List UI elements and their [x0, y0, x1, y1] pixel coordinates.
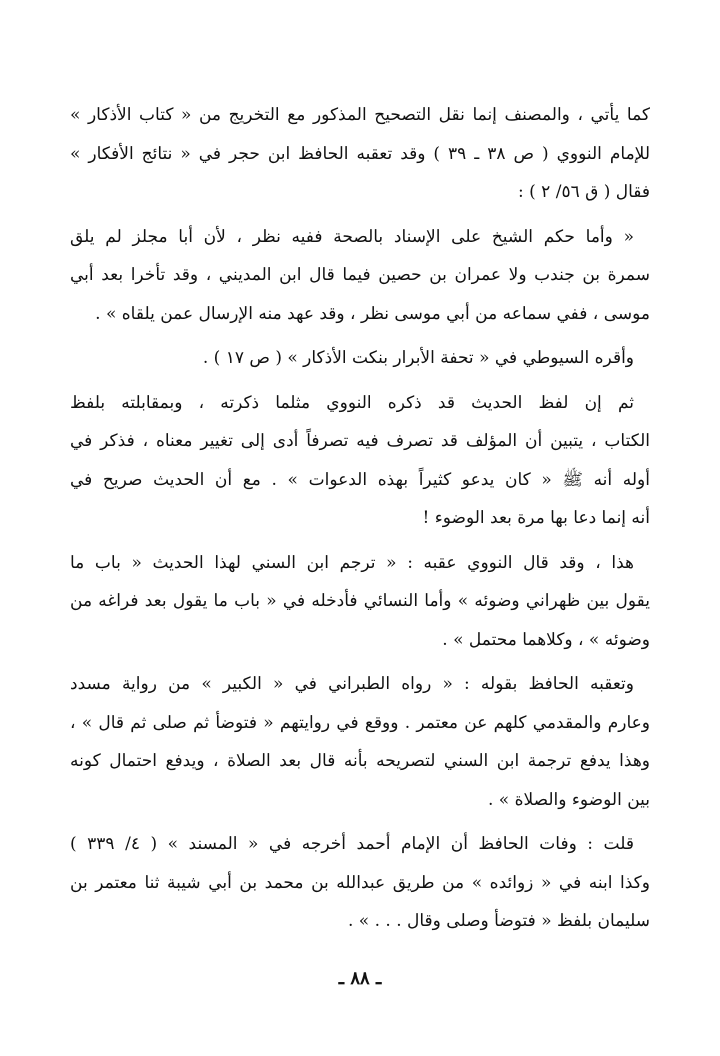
paragraph-1	[70, 96, 650, 212]
page-number: ـ ٨٨ ـ	[338, 968, 382, 989]
text-line: أنه إنما دعا بها مرة بعد الوضوء !	[422, 508, 650, 528]
text-line: وتعقبه الحافظ بقوله : « رواه الطبراني في « الكبير » من رواية مسدد	[70, 674, 634, 694]
text-line: سمرة بن جندب ولا عمران بن حصين فيما قال ابن المديني ، وقد تأخرا بعد أبي	[70, 265, 650, 285]
text-line: ثم إن لفظ الحديث قد ذكره النووي مثلما ذكرته ، وبمقابلته بلفظ	[70, 392, 634, 413]
text-line: موسى ، ففي سماعه من أبي موسى نظر ، وقد عهد منه الإرسال عمن يلقاه » .	[95, 303, 650, 324]
text-line: سليمان بلفظ « فتوضأ وصلى وقال . . . » .	[347, 911, 650, 931]
text-line: كما يأتي ، والمصنف إنما نقل التصحيح المذكور مع التخريج من « كتاب الأذكار »	[70, 105, 650, 125]
text-line: وهذا يدفع ترجمة ابن السني لتصريحه بأنه قال بعد الصلاة ، ويدفع احتمال كونه	[70, 751, 650, 771]
paragraph-3	[70, 339, 650, 378]
text-line: للإمام النووي ( ص ٣٨ ـ ٣٩ ) وقد تعقبه الحافظ ابن حجر في « نتائج الأفكار »	[70, 143, 650, 164]
text-line: الكتاب ، يتبين أن المؤلف قد تصرف فيه تصرفاً أدى إلى تغيير معناه ، فذكر في	[70, 431, 650, 451]
text-line: وأقره السيوطي في « تحفة الأبرار بنكت الأذكار » ( ص ١٧ ) .	[202, 348, 634, 368]
text-line: « وأما حكم الشيخ على الإسناد بالصحة ففيه نظر ، لأن أبا مجلز لم يلق	[70, 226, 634, 247]
paragraph-2	[70, 218, 650, 334]
text-line: وضوئه » ، وكلاهما محتمل » .	[442, 629, 650, 650]
paragraph-6	[70, 665, 650, 819]
paragraph-5	[70, 544, 650, 660]
text-line: وكذا ابنه في « زوائده » من طريق عبدالله بن محمد بن أبي شيبة ثنا معتمر بن	[70, 872, 650, 893]
text-line: هذا ، وقد قال النووي عقبه : « ترجم ابن السني لهذا الحديث « باب ما	[70, 552, 634, 573]
text-line: بين الوضوء والصلاة » .	[487, 789, 650, 810]
text-line: وعارم والمقدمي كلهم عن معتمر . ووقع في روايتهم « فتوضأ ثم صلى ثم قال » ،	[70, 712, 650, 733]
text-line: أوله أنه ﷺ « كان يدعو كثيراً بهذه الدعوات » . مع أن الحديث صريح في	[70, 469, 650, 490]
text-line: قلت : وفات الحافظ أن الإمام أحمد أخرجه في « المسند » ( ٤/ ٣٣٩ )	[70, 834, 634, 854]
text-line: يقول بين ظهراني وضوئه » وأما النسائي فأدخله في « باب ما يقول بعد فراغه من	[70, 591, 650, 611]
page-body	[70, 96, 650, 947]
paragraph-4	[70, 384, 650, 538]
text-line: فقال ( ق ٥٦/ ٢ ) :	[517, 182, 650, 202]
paragraph-7	[70, 825, 650, 941]
